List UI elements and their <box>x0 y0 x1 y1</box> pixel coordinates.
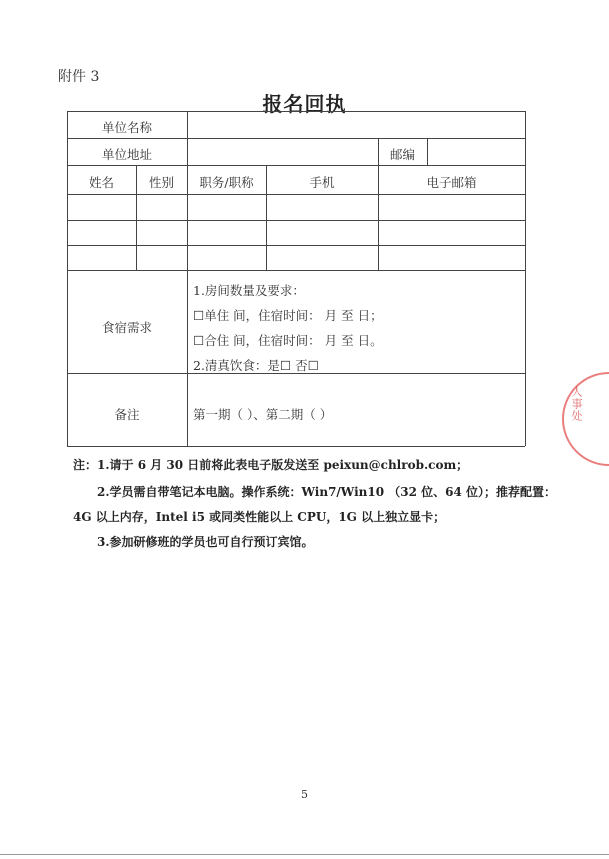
form-title: 报名回执 <box>262 92 347 116</box>
unit-name-label: 单位名称 <box>101 120 152 135</box>
attachment-label: 附件 3 <box>58 69 100 85</box>
unit-address-label: 单位地址 <box>101 147 152 162</box>
bottom-divider <box>0 854 609 855</box>
header-email: 电子邮箱 <box>426 175 477 190</box>
page-number: 5 <box>301 788 308 801</box>
header-name: 姓名 <box>88 175 114 190</box>
postcode-label: 邮编 <box>389 147 415 162</box>
note-2-cont: 4G 以上内存，Intel i5 或同类性能以上 CPU，1G 以上独立显卡； <box>73 510 446 524</box>
remarks-label: 备注 <box>114 407 140 422</box>
shared-room-line: ☐合住 间，住宿时间： 月 至 日。 <box>193 333 383 348</box>
lodging-label: 食宿需求 <box>101 320 152 335</box>
header-position: 职务/职称 <box>199 175 254 190</box>
note-1: 注：1.请于 6 月 30 日前将此表电子版发送至 peixun@chlrob.com； <box>73 458 469 472</box>
halal-line: 2.清真饮食：是☐ 否☐ <box>193 358 319 373</box>
header-gender: 性别 <box>148 175 174 190</box>
remarks-text: 第一期（ ）、第二期（ ） <box>193 407 333 422</box>
room-requirements: 1.房间数量及要求： <box>193 283 305 298</box>
note-3: 3.参加研修班的学员也可自行预订宾馆。 <box>97 535 314 549</box>
seal-text: 人事处 <box>570 386 583 422</box>
header-phone: 手机 <box>309 175 335 190</box>
note-2: 2.学员需自带笔记本电脑。操作系统：Win7/Win10 （32 位、64 位）；推荐配置： <box>97 485 556 499</box>
single-room-line: ☐单住 间，住宿时间： 月 至 日； <box>193 308 383 323</box>
